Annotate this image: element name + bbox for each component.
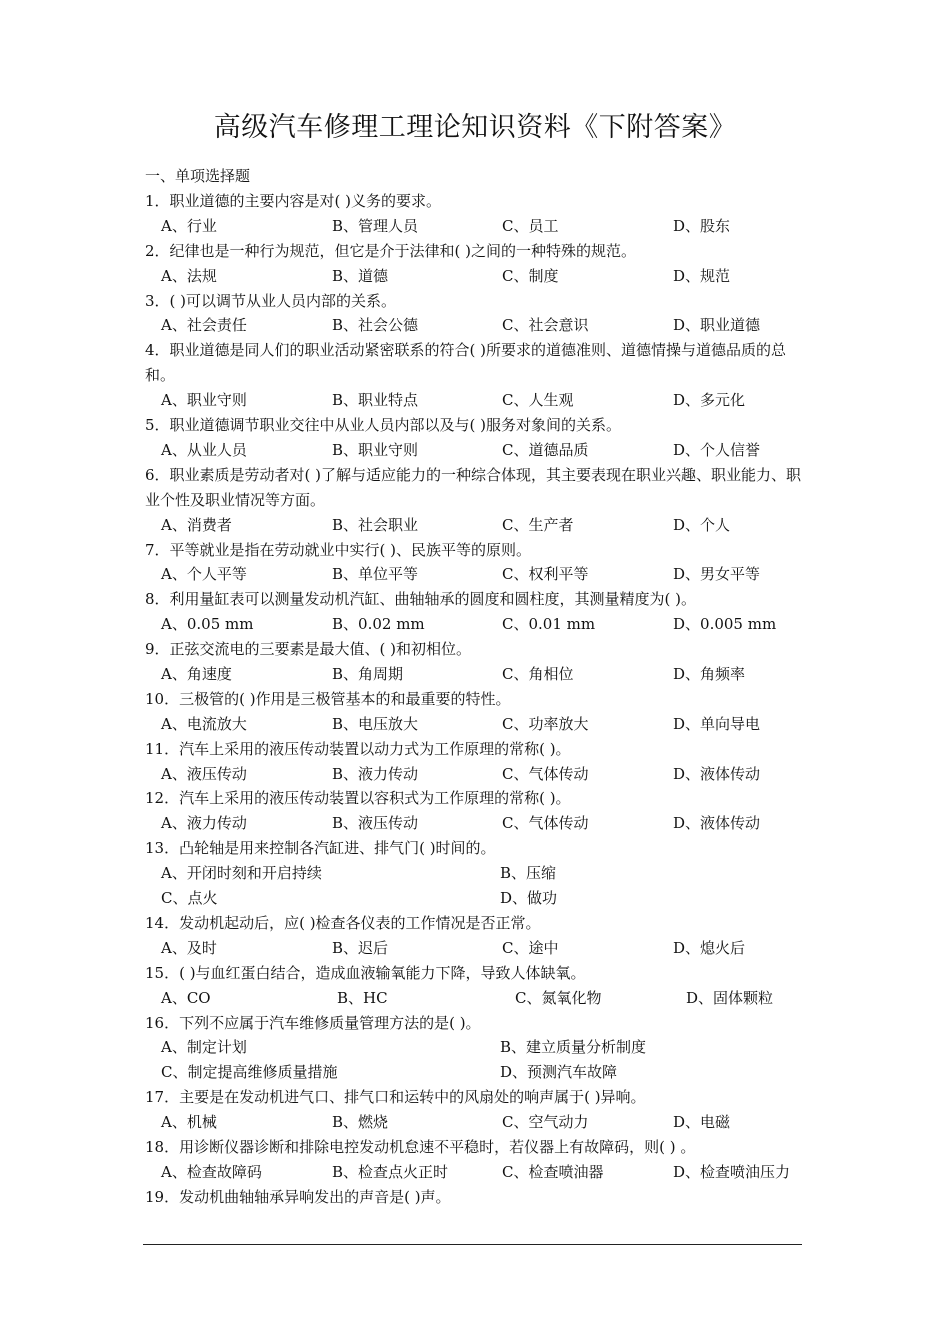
- options-15: [145, 986, 810, 1011]
- option-a: A、角速度: [161, 665, 232, 683]
- question-2: 2．纪律也是一种行为规范，但它是介于法律和( )之间的一种特殊的规范。: [145, 241, 637, 260]
- question-3: 3．( )可以调节从业人员内部的关系。: [145, 291, 397, 310]
- option-a: A、液力传动: [161, 814, 247, 833]
- option-a: A、法规: [161, 266, 217, 285]
- option-b: B、电压放大: [332, 714, 419, 733]
- options-4: [145, 388, 810, 413]
- option-b: B、压缩: [500, 864, 557, 883]
- question-9: 9．正弦交流电的三要素是最大值、( )和初相位。: [145, 640, 472, 659]
- option-b: B、管理人员: [332, 216, 419, 235]
- options-6: [145, 513, 810, 538]
- option-c: C、功率放大: [502, 714, 589, 733]
- option-a: A、消费者: [161, 515, 232, 534]
- options-2: [145, 264, 810, 289]
- options-1: [145, 214, 810, 239]
- option-c: C、途中: [502, 938, 559, 957]
- option-d: D、男女平等: [673, 565, 761, 584]
- options-14: [145, 936, 810, 961]
- options-9: [145, 662, 810, 687]
- question-6: 6．职业素质是劳动者对( )了解与适应能力的一种综合体现，其主要表现在职业兴趣、职业能力、职业个性及职业情况等方面。: [145, 465, 802, 509]
- option-b: B、液力传动: [332, 764, 419, 783]
- option-b: B、单位平等: [332, 565, 419, 584]
- option-c: C、空气动力: [502, 1113, 589, 1132]
- options-3: [145, 313, 810, 338]
- options-5: [145, 438, 810, 463]
- option-b: B、燃烧: [332, 1113, 389, 1132]
- option-a: A、社会责任: [161, 316, 247, 335]
- option-b: B、社会职业: [332, 515, 419, 534]
- option-a: A、行业: [161, 216, 217, 235]
- option-a: A、CO: [161, 988, 211, 1007]
- question-list: [145, 164, 810, 1210]
- option-a: A、及时: [161, 938, 217, 957]
- option-a: A、机械: [161, 1113, 217, 1132]
- footer-divider: [143, 1244, 802, 1245]
- section-heading: 一、单项选择题: [145, 167, 251, 185]
- question-15: 15．( )与血红蛋白结合，造成血液输氧能力下降，导致人体缺氧。: [145, 963, 586, 982]
- option-d: D、单向导电: [673, 714, 761, 733]
- options-13-row-1: [145, 861, 810, 886]
- question-16: 16．下列不应属于汽车维修质量管理方法的是( )。: [145, 1013, 481, 1032]
- options-17: [145, 1110, 810, 1135]
- question-19: 19．发动机曲轴轴承异响发出的声音是( )声。: [145, 1187, 451, 1206]
- option-c: C、气体传动: [502, 814, 589, 833]
- options-12: [145, 811, 810, 836]
- option-a: A、个人平等: [161, 565, 247, 584]
- option-d: D、股东: [673, 216, 731, 235]
- option-b: B、角周期: [332, 665, 404, 683]
- option-b: B、0.02 mm: [332, 615, 425, 634]
- option-d: D、熄火后: [673, 938, 746, 957]
- option-a: A、开闭时刻和开启持续: [161, 864, 322, 883]
- option-d: D、规范: [673, 266, 731, 285]
- option-b: B、职业特点: [332, 391, 419, 410]
- option-c: C、社会意识: [502, 316, 589, 335]
- question-11: 11．汽车上采用的液压传动装置以动力式为工作原理的常称( )。: [145, 739, 571, 758]
- option-b: B、液压传动: [332, 814, 419, 833]
- options-8: [145, 612, 810, 637]
- option-d: D、液体传动: [673, 814, 761, 833]
- option-c: C、制定提高维修质量措施: [161, 1063, 338, 1082]
- question-10: 10．三极管的( )作用是三极管基本的和最重要的特性。: [145, 689, 511, 708]
- option-d: D、固体颗粒: [686, 988, 774, 1007]
- options-16-row-1: [145, 1035, 810, 1060]
- options-11: [145, 762, 810, 787]
- options-18: [145, 1160, 810, 1185]
- option-a: A、0.05 mm: [161, 615, 254, 634]
- question-18: 18．用诊断仪器诊断和排除电控发动机怠速不平稳时，若仪器上有故障码，则( ) 。: [145, 1138, 696, 1157]
- question-14: 14．发动机起动后，应( )检查各仪表的工作情况是否正常。: [145, 913, 541, 932]
- question-8: 8．利用量缸表可以测量发动机汽缸、曲轴轴承的圆度和圆柱度，其测量精度为( )。: [145, 590, 697, 609]
- option-d: D、个人: [673, 515, 731, 534]
- question-12: 12．汽车上采用的液压传动装置以容积式为工作原理的常称( )。: [145, 789, 571, 808]
- option-d: D、个人信誉: [673, 440, 761, 459]
- option-c: C、点火: [161, 889, 218, 908]
- option-b: B、职业守则: [332, 440, 419, 459]
- option-c: C、检查喷油器: [502, 1162, 604, 1181]
- option-d: D、0.005 mm: [673, 615, 777, 634]
- option-d: D、多元化: [673, 391, 746, 410]
- options-7: [145, 562, 810, 587]
- option-d: D、职业道德: [673, 316, 761, 335]
- option-d: D、做功: [500, 889, 558, 908]
- option-c: C、生产者: [502, 515, 574, 534]
- option-a: A、液压传动: [161, 764, 247, 783]
- question-13: 13．凸轮轴是用来控制各汽缸进、排气门( )时间的。: [145, 839, 496, 858]
- option-c: C、角相位: [502, 665, 574, 683]
- option-a: A、从业人员: [161, 440, 247, 459]
- question-1: 1．职业道德的主要内容是对( )义务的要求。: [145, 191, 442, 210]
- option-b: B、道德: [332, 266, 389, 285]
- option-a: A、制定计划: [161, 1038, 247, 1057]
- option-d: D、预测汽车故障: [500, 1063, 618, 1082]
- option-c: C、气体传动: [502, 764, 589, 783]
- options-13-row-2: [145, 886, 810, 911]
- option-d: D、角频率: [673, 665, 746, 683]
- page-title: 高级汽车修理工理论知识资料《下附答案》: [213, 112, 737, 143]
- option-b: B、迟后: [332, 938, 389, 957]
- option-b: B、建立质量分析制度: [500, 1038, 647, 1057]
- option-c: C、权利平等: [502, 565, 589, 584]
- option-a: A、电流放大: [161, 714, 247, 733]
- question-17: 17．主要是在发动机进气口、排气口和运转中的风扇处的响声属于( )异响。: [145, 1088, 646, 1107]
- question-5: 5．职业道德调节职业交往中从业人员内部以及与( )服务对象间的关系。: [145, 416, 622, 434]
- question-7: 7．平等就业是指在劳动就业中实行( )、民族平等的原则。: [145, 540, 532, 559]
- option-c: C、氮氧化物: [515, 988, 602, 1007]
- option-b: B、社会公德: [332, 316, 419, 335]
- option-c: C、道德品质: [502, 440, 589, 459]
- options-10: [145, 712, 810, 737]
- options-16-row-2: [145, 1060, 810, 1085]
- question-4: 4．职业道德是同人们的职业活动紧密联系的符合( )所要求的道德准则、道德情操与道德品质的总和。: [145, 341, 787, 385]
- option-a: A、检查故障码: [161, 1162, 262, 1181]
- option-b: B、HC: [337, 988, 388, 1007]
- option-d: D、检查喷油压力: [673, 1162, 791, 1181]
- option-b: B、检查点火正时: [332, 1162, 449, 1181]
- option-c: C、员工: [502, 216, 559, 235]
- option-d: D、液体传动: [673, 764, 761, 783]
- option-c: C、制度: [502, 266, 559, 285]
- option-c: C、0.01 mm: [502, 615, 596, 634]
- option-d: D、电磁: [673, 1113, 731, 1132]
- option-a: A、职业守则: [161, 391, 247, 410]
- option-c: C、人生观: [502, 391, 574, 410]
